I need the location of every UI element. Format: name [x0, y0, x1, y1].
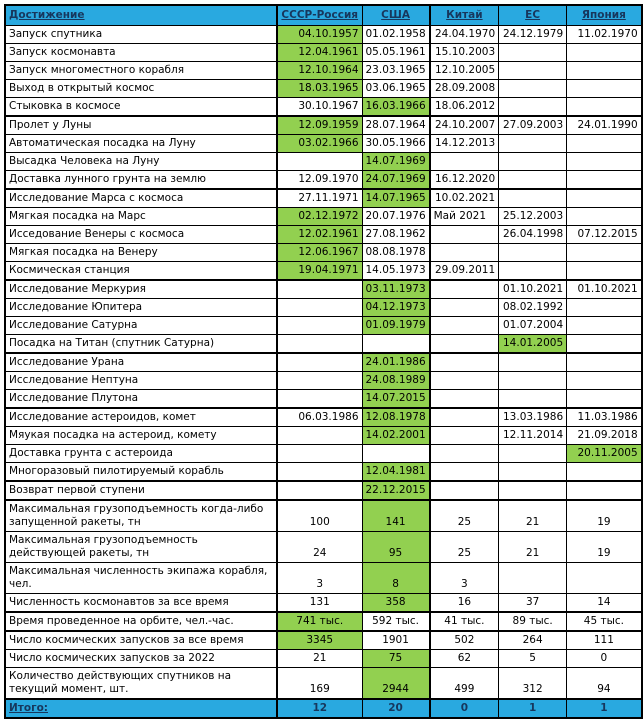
value-cell: 28.07.1964	[362, 116, 430, 135]
value-cell	[277, 390, 362, 409]
row-label: Доставка лунного грунта на землю	[5, 171, 277, 190]
value-cell: 24.10.2007	[430, 116, 499, 135]
table-row	[5, 262, 642, 281]
value-cell: 14.07.1965	[362, 189, 430, 208]
value-cell: 25	[430, 532, 499, 563]
value-cell	[362, 445, 430, 463]
value-cell	[430, 353, 499, 372]
value-cell: 21	[499, 532, 567, 563]
table-row	[5, 408, 642, 427]
table-header	[5, 5, 642, 26]
value-cell	[430, 226, 499, 244]
totals-value: 20	[362, 699, 430, 718]
value-cell	[499, 189, 567, 208]
row-label: Запуск многоместного корабля	[5, 62, 277, 80]
value-cell: 499	[430, 668, 499, 700]
table-row	[5, 500, 642, 532]
value-cell: 16	[430, 594, 499, 613]
row-label: Исследование Юпитера	[5, 299, 277, 317]
value-cell: 14.12.2013	[430, 135, 499, 153]
value-cell: 14.07.1969	[362, 153, 430, 171]
column-header-3: Китай	[430, 5, 499, 26]
value-cell	[277, 372, 362, 390]
value-cell: 03.02.1966	[277, 135, 362, 153]
table-row	[5, 244, 642, 262]
table-row	[5, 26, 642, 44]
table-row	[5, 372, 642, 390]
row-label: Многоразовый пилотируемый корабль	[5, 463, 277, 482]
value-cell: 14.07.2015	[362, 390, 430, 409]
table-row	[5, 481, 642, 500]
value-cell: 21	[499, 500, 567, 532]
value-cell: 03.06.1965	[362, 80, 430, 98]
value-cell	[499, 481, 567, 500]
value-cell: 08.08.1978	[362, 244, 430, 262]
value-cell: 01.10.2021	[567, 280, 642, 299]
value-cell: 37	[499, 594, 567, 613]
value-cell: 12.04.1961	[277, 44, 362, 62]
value-cell	[567, 563, 642, 594]
value-cell: 0	[567, 650, 642, 668]
value-cell: 21.09.2018	[567, 427, 642, 445]
value-cell: 24.04.1970	[430, 26, 499, 44]
value-cell	[567, 171, 642, 190]
table-row	[5, 390, 642, 409]
value-cell	[430, 390, 499, 409]
value-cell: 141	[362, 500, 430, 532]
value-cell: 18.06.2012	[430, 98, 499, 117]
table-footer	[5, 699, 642, 718]
value-cell: 30.10.1967	[277, 98, 362, 117]
value-cell	[430, 335, 499, 354]
row-label: Мягкая посадка на Венеру	[5, 244, 277, 262]
value-cell: 14	[567, 594, 642, 613]
value-cell: 111	[567, 631, 642, 650]
value-cell: 28.09.2008	[430, 80, 499, 98]
row-label: Исследование Марса с космоса	[5, 189, 277, 208]
value-cell: 16.12.2020	[430, 171, 499, 190]
value-cell: 8	[362, 563, 430, 594]
table-row	[5, 299, 642, 317]
table-row	[5, 280, 642, 299]
value-cell: 89 тыс.	[499, 612, 567, 631]
value-cell	[430, 463, 499, 482]
row-label: Исследование Плутона	[5, 390, 277, 409]
table-body	[5, 26, 642, 700]
value-cell	[567, 317, 642, 335]
value-cell: 14.05.1973	[362, 262, 430, 281]
value-cell: 24.07.1969	[362, 171, 430, 190]
table-row	[5, 317, 642, 335]
totals-value: 0	[430, 699, 499, 718]
value-cell: 3	[430, 563, 499, 594]
row-label: Пролет у Луны	[5, 116, 277, 135]
table-row	[5, 62, 642, 80]
value-cell	[567, 244, 642, 262]
value-cell	[499, 372, 567, 390]
value-cell	[430, 280, 499, 299]
column-header-4: ЕС	[499, 5, 567, 26]
totals-value: 12	[277, 699, 362, 718]
row-label: Космическая станция	[5, 262, 277, 281]
row-label: Мягкая посадка на Марс	[5, 208, 277, 226]
value-cell: 2944	[362, 668, 430, 700]
value-cell: 95	[362, 532, 430, 563]
row-label: Запуск спутника	[5, 26, 277, 44]
value-cell	[567, 390, 642, 409]
value-cell	[499, 353, 567, 372]
column-header-2: США	[362, 5, 430, 26]
value-cell: 24.12.1979	[499, 26, 567, 44]
table-row	[5, 335, 642, 354]
value-cell	[430, 244, 499, 262]
value-cell	[499, 135, 567, 153]
value-cell: 14.02.2001	[362, 427, 430, 445]
value-cell: 100	[277, 500, 362, 532]
value-cell: 12.10.2005	[430, 62, 499, 80]
value-cell	[567, 463, 642, 482]
value-cell: 26.04.1998	[499, 226, 567, 244]
value-cell: 12.08.1978	[362, 408, 430, 427]
row-label: Посадка на Титан (спутник Сатурна)	[5, 335, 277, 354]
totals-value: 1	[567, 699, 642, 718]
table-row	[5, 612, 642, 631]
row-label: Исседование Венеры с космоса	[5, 226, 277, 244]
value-cell: 11.03.1986	[567, 408, 642, 427]
value-cell	[499, 62, 567, 80]
value-cell: 29.09.2011	[430, 262, 499, 281]
value-cell: 12.10.1964	[277, 62, 362, 80]
value-cell: 1901	[362, 631, 430, 650]
value-cell	[567, 80, 642, 98]
value-cell	[499, 563, 567, 594]
row-label: Исследование Нептуна	[5, 372, 277, 390]
value-cell: 502	[430, 631, 499, 650]
value-cell: 741 тыс.	[277, 612, 362, 631]
totals-label: Итого:	[5, 699, 277, 718]
table-row	[5, 668, 642, 700]
value-cell: 19	[567, 500, 642, 532]
table-row	[5, 80, 642, 98]
table-row	[5, 116, 642, 135]
value-cell: 06.03.1986	[277, 408, 362, 427]
value-cell: 24.01.1986	[362, 353, 430, 372]
row-label: Автоматическая посадка на Луну	[5, 135, 277, 153]
value-cell: 01.10.2021	[499, 280, 567, 299]
value-cell	[499, 262, 567, 281]
value-cell	[567, 44, 642, 62]
value-cell	[567, 335, 642, 354]
value-cell: 16.03.1966	[362, 98, 430, 117]
value-cell: 04.12.1973	[362, 299, 430, 317]
totals-value: 1	[499, 699, 567, 718]
row-label: Мяукая посадка на астероид, комету	[5, 427, 277, 445]
value-cell: 62	[430, 650, 499, 668]
value-cell	[430, 427, 499, 445]
value-cell: 24.01.1990	[567, 116, 642, 135]
value-cell: 592 тыс.	[362, 612, 430, 631]
value-cell: 27.11.1971	[277, 189, 362, 208]
table-row	[5, 98, 642, 117]
value-cell	[430, 481, 499, 500]
value-cell: Май 2021	[430, 208, 499, 226]
value-cell: 13.03.1986	[499, 408, 567, 427]
value-cell: 12.09.1959	[277, 116, 362, 135]
value-cell: 11.02.1970	[567, 26, 642, 44]
value-cell	[567, 353, 642, 372]
value-cell	[277, 481, 362, 500]
value-cell	[277, 427, 362, 445]
value-cell	[277, 353, 362, 372]
value-cell	[277, 317, 362, 335]
value-cell	[430, 153, 499, 171]
value-cell: 08.02.1992	[499, 299, 567, 317]
value-cell: 25	[430, 500, 499, 532]
value-cell: 131	[277, 594, 362, 613]
table-row	[5, 153, 642, 171]
value-cell	[499, 445, 567, 463]
table-row	[5, 594, 642, 613]
table-row	[5, 563, 642, 594]
value-cell: 01.02.1958	[362, 26, 430, 44]
value-cell	[277, 280, 362, 299]
table-row	[5, 226, 642, 244]
value-cell	[277, 445, 362, 463]
row-label: Численность космонавтов за все время	[5, 594, 277, 613]
value-cell	[430, 408, 499, 427]
value-cell	[430, 299, 499, 317]
value-cell: 24.08.1989	[362, 372, 430, 390]
value-cell	[277, 299, 362, 317]
value-cell: 02.12.1972	[277, 208, 362, 226]
value-cell: 41 тыс.	[430, 612, 499, 631]
value-cell: 75	[362, 650, 430, 668]
table-row	[5, 650, 642, 668]
row-label: Высадка Человека на Луну	[5, 153, 277, 171]
value-cell	[567, 299, 642, 317]
value-cell: 30.05.1966	[362, 135, 430, 153]
value-cell: 19.04.1971	[277, 262, 362, 281]
column-header-1: СССР-Россия	[277, 5, 362, 26]
table-row	[5, 189, 642, 208]
value-cell: 169	[277, 668, 362, 700]
row-label: Количество действующих спутников на текущий момент, шт.	[5, 668, 277, 700]
value-cell: 25.12.2003	[499, 208, 567, 226]
value-cell: 264	[499, 631, 567, 650]
value-cell: 22.12.2015	[362, 481, 430, 500]
value-cell	[567, 189, 642, 208]
column-header-0: Достижение	[5, 5, 277, 26]
value-cell: 10.02.2021	[430, 189, 499, 208]
value-cell	[499, 80, 567, 98]
value-cell	[277, 335, 362, 354]
value-cell: 05.05.1961	[362, 44, 430, 62]
value-cell: 12.11.2014	[499, 427, 567, 445]
value-cell	[567, 208, 642, 226]
row-label: Максимальная грузоподъемность когда-либо запущенной ракеты, тн	[5, 500, 277, 532]
value-cell: 18.03.1965	[277, 80, 362, 98]
value-cell: 12.02.1961	[277, 226, 362, 244]
value-cell	[430, 445, 499, 463]
row-label: Исследование Меркурия	[5, 280, 277, 299]
value-cell: 04.10.1957	[277, 26, 362, 44]
table-row	[5, 427, 642, 445]
row-label: Запуск космонавта	[5, 44, 277, 62]
value-cell	[567, 262, 642, 281]
totals-row	[5, 699, 642, 718]
value-cell: 3	[277, 563, 362, 594]
value-cell	[277, 153, 362, 171]
row-label: Возврат первой ступени	[5, 481, 277, 500]
value-cell: 14.01.2005	[499, 335, 567, 354]
value-cell: 45 тыс.	[567, 612, 642, 631]
value-cell: 19	[567, 532, 642, 563]
value-cell: 24	[277, 532, 362, 563]
row-label: Время проведенное на орбите, чел.-час.	[5, 612, 277, 631]
value-cell: 03.11.1973	[362, 280, 430, 299]
table-row	[5, 135, 642, 153]
row-label: Выход в открытый космос	[5, 80, 277, 98]
space-achievements-table	[4, 4, 643, 719]
value-cell	[499, 244, 567, 262]
value-cell	[430, 372, 499, 390]
table-row	[5, 631, 642, 650]
value-cell: 12.04.1981	[362, 463, 430, 482]
table-row	[5, 171, 642, 190]
value-cell	[567, 62, 642, 80]
header-row	[5, 5, 642, 26]
value-cell	[567, 153, 642, 171]
value-cell: 15.10.2003	[430, 44, 499, 62]
table-row	[5, 532, 642, 563]
value-cell	[567, 135, 642, 153]
value-cell: 358	[362, 594, 430, 613]
value-cell: 3345	[277, 631, 362, 650]
value-cell: 20.11.2005	[567, 445, 642, 463]
row-label: Число космических запусков за все время	[5, 631, 277, 650]
row-label: Исследование астероидов, комет	[5, 408, 277, 427]
value-cell: 01.07.2004	[499, 317, 567, 335]
row-label: Число космических запусков за 2022	[5, 650, 277, 668]
table-row	[5, 353, 642, 372]
value-cell	[499, 171, 567, 190]
value-cell	[567, 372, 642, 390]
table-row	[5, 445, 642, 463]
table-row	[5, 44, 642, 62]
value-cell	[499, 153, 567, 171]
value-cell	[430, 317, 499, 335]
value-cell: 312	[499, 668, 567, 700]
column-header-5: Япония	[567, 5, 642, 26]
row-label: Доставка грунта с астероида	[5, 445, 277, 463]
value-cell: 94	[567, 668, 642, 700]
value-cell: 21	[277, 650, 362, 668]
value-cell: 27.09.2003	[499, 116, 567, 135]
value-cell: 12.06.1967	[277, 244, 362, 262]
value-cell: 07.12.2015	[567, 226, 642, 244]
value-cell: 12.09.1970	[277, 171, 362, 190]
value-cell	[567, 481, 642, 500]
value-cell	[499, 463, 567, 482]
row-label: Стыковка в космосе	[5, 98, 277, 117]
value-cell: 01.09.1979	[362, 317, 430, 335]
value-cell: 23.03.1965	[362, 62, 430, 80]
row-label: Исследование Сатурна	[5, 317, 277, 335]
value-cell	[499, 98, 567, 117]
table-row	[5, 463, 642, 482]
value-cell: 5	[499, 650, 567, 668]
value-cell	[362, 335, 430, 354]
value-cell: 27.08.1962	[362, 226, 430, 244]
value-cell	[567, 98, 642, 117]
value-cell	[277, 463, 362, 482]
value-cell	[499, 390, 567, 409]
value-cell	[499, 44, 567, 62]
row-label: Исследование Урана	[5, 353, 277, 372]
value-cell: 20.07.1976	[362, 208, 430, 226]
table-row	[5, 208, 642, 226]
row-label: Максимальная грузоподъемность действующей ракеты, тн	[5, 532, 277, 563]
row-label: Максимальная численность экипажа корабля, чел.	[5, 563, 277, 594]
